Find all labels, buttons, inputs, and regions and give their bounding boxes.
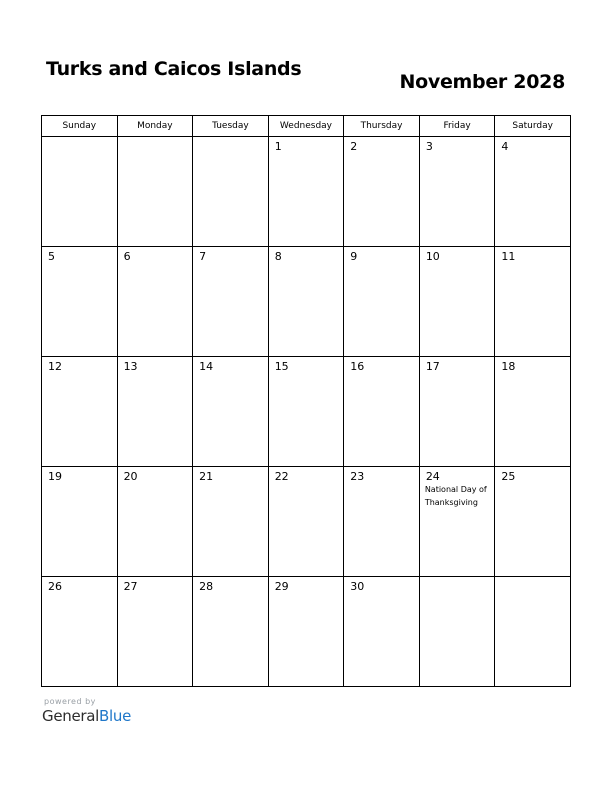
country-title: Turks and Caicos Islands [46,58,302,80]
week-row [42,467,571,577]
day-number: 12 [48,360,62,373]
day-number: 25 [501,470,516,483]
day-cell [495,137,571,247]
day-cell [495,247,571,357]
day-cell [495,467,571,577]
weekday-header-row [42,116,571,137]
day-cell [268,137,344,247]
day-number: 10 [425,250,440,263]
day-number: 17 [425,360,440,373]
weekday-header-friday: Friday [419,116,495,137]
day-number: 11 [501,250,516,263]
day-cell [495,357,571,467]
day-number: 9 [350,250,358,263]
weekday-header-sunday: Sunday [42,116,118,137]
day-cell [117,467,193,577]
day-cell [193,577,269,687]
day-number: 28 [199,580,214,593]
weekday-header-wednesday: Wednesday [268,116,344,137]
day-number: 21 [199,470,214,483]
weekday-header-tuesday: Tuesday [193,116,269,137]
day-cell [42,467,118,577]
holiday-label: National Day of Thanksgiving [424,485,487,507]
day-cell [268,577,344,687]
day-cell [419,357,495,467]
day-cell-holiday [419,467,495,577]
day-number: 2 [350,140,358,153]
day-cell [495,577,571,687]
day-number: 4 [501,140,509,153]
day-cell [42,357,118,467]
month-year-title: November 2028 [399,71,565,93]
brand-name-general: General [42,707,100,725]
day-number [118,137,193,140]
day-number: 13 [123,360,138,373]
brand-logo [42,707,131,725]
day-cell [268,357,344,467]
weekday-header-thursday: Thursday [344,116,420,137]
day-number: 8 [274,250,282,263]
day-number: 24 [425,470,440,483]
day-number: 5 [48,250,55,263]
week-row [42,577,571,687]
day-number: 27 [123,580,138,593]
day-cell [344,577,420,687]
day-cell [42,247,118,357]
week-row [42,137,571,247]
day-number: 18 [501,360,516,373]
day-number: 29 [274,580,289,593]
day-number: 7 [199,250,207,263]
day-number [42,137,117,140]
day-cell [193,247,269,357]
day-cell [193,467,269,577]
day-number: 16 [350,360,365,373]
day-number: 6 [123,250,131,263]
day-number: 20 [123,470,138,483]
day-number: 1 [274,140,282,153]
day-number: 22 [274,470,289,483]
day-number: 19 [48,470,62,483]
day-cell [344,137,420,247]
weekday-header-saturday: Saturday [495,116,571,137]
brand-name-blue: Blue [99,707,132,725]
day-number: 3 [425,140,433,153]
day-number [420,577,495,580]
weekday-header-monday: Monday [117,116,193,137]
day-cell [419,577,495,687]
day-cell [419,247,495,357]
day-cell [193,357,269,467]
day-cell [117,247,193,357]
day-number [193,137,268,140]
day-cell [344,467,420,577]
day-cell [419,137,495,247]
day-number: 23 [350,470,365,483]
day-number [495,577,570,580]
calendar-grid [41,115,571,687]
day-number: 14 [199,360,214,373]
day-cell [117,577,193,687]
week-row [42,247,571,357]
day-cell [344,247,420,357]
day-cell [193,137,269,247]
day-cell [268,247,344,357]
day-cell [344,357,420,467]
day-number: 15 [274,360,289,373]
day-cell [42,137,118,247]
week-row [42,357,571,467]
day-number: 26 [48,580,62,593]
day-cell [42,577,118,687]
day-cell [117,357,193,467]
day-cell [268,467,344,577]
day-number: 30 [350,580,365,593]
brand-footer [42,697,131,725]
day-cell [117,137,193,247]
powered-by-text: powered by [44,697,96,706]
